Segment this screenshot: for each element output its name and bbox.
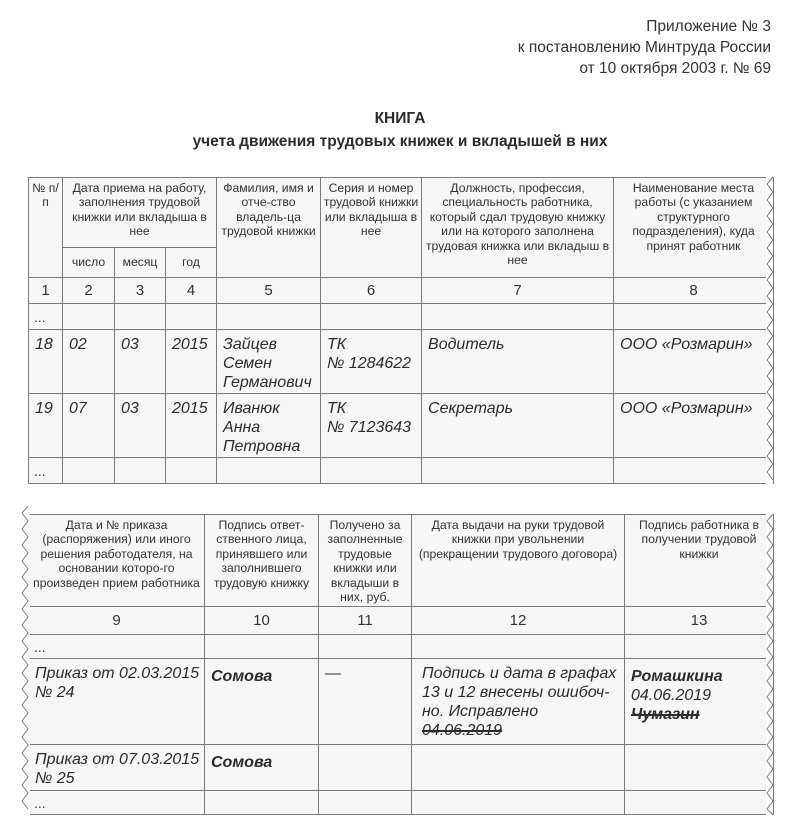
row-month: 03 <box>115 394 166 458</box>
col-number: 12 <box>412 607 625 635</box>
employee-signature-name: Ромашкина <box>631 668 723 685</box>
row-day: 07 <box>63 394 115 458</box>
row-year: 2015 <box>166 330 217 394</box>
header-day: число <box>63 248 115 278</box>
torn-edge-right <box>766 513 780 817</box>
row-series-number: ТК № 7123643 <box>321 394 422 458</box>
row-num: 19 <box>29 394 63 458</box>
torn-edge-left <box>20 505 30 817</box>
table-row <box>29 745 774 791</box>
row-workplace: ООО «Розмарин» <box>614 330 774 394</box>
row-num: 18 <box>29 330 63 394</box>
journal-table-2 <box>28 514 774 815</box>
ellipsis-cell: ... <box>29 458 63 484</box>
col-number: 9 <box>29 607 205 635</box>
header-order: Дата и № приказа (распоряжения) или иного решения работодателя, на основании которо-го произведен прием работника <box>29 515 205 607</box>
col-number: 11 <box>319 607 412 635</box>
row-employee-signature <box>625 659 774 745</box>
header-workplace: Наименование места работы (с указанием структурного подразделения), куда принят работник <box>614 178 774 278</box>
book-title: КНИГА <box>374 110 426 127</box>
header-month: месяц <box>115 248 166 278</box>
row-workplace: ООО «Розмарин» <box>614 394 774 458</box>
header-issue-date: Дата выдачи на руки трудовой книжки при увольнении (прекращении трудового договора) <box>412 515 625 607</box>
header-hire-date: Дата приема на работу, заполнения трудовой книжки или вкладыша в нее <box>63 178 217 248</box>
ellipsis-cell: ... <box>29 635 205 659</box>
struck-signature: Чумазин <box>631 706 700 723</box>
ellipsis-cell: ... <box>29 791 205 815</box>
col-number: 8 <box>614 278 774 304</box>
ellipsis-cell: ... <box>29 304 63 330</box>
col-number: 2 <box>63 278 115 304</box>
col-number: 10 <box>205 607 319 635</box>
appendix-line-1: Приложение № 3 <box>646 18 771 35</box>
row-responsible-signature: Сомова <box>205 659 319 745</box>
row-owner-name: Иванюк Анна Петровна <box>217 394 321 458</box>
header-owner-name: Фамилия, имя и отче-ство владель-ца трудовой книжки <box>217 178 321 278</box>
journal-table-1 <box>28 177 774 484</box>
row-month: 03 <box>115 330 166 394</box>
row-day: 02 <box>63 330 115 394</box>
appendix-header <box>518 16 771 79</box>
header-received-payment: Получено за заполненные трудовые книжки или вкладыши в них, руб. <box>319 515 412 607</box>
employee-signature-date: 04.06.2019 <box>631 687 712 704</box>
row-year: 2015 <box>166 394 217 458</box>
appendix-line-2: к постановлению Минтруда России <box>517 39 771 56</box>
header-responsible-signature: Подпись ответ-ственного лица, принявшего или заполнившего трудовую книжку <box>205 515 319 607</box>
struck-date: 04.06.2019 <box>422 722 503 739</box>
header-employee-signature: Подпись работника в получении трудовой книжки <box>625 515 774 607</box>
col-number: 1 <box>29 278 63 304</box>
header-year: год <box>166 248 217 278</box>
row-issue-date: Подпись и дата в графах 13 и 12 внесены ошибоч- но. Исправлено 04.06.2019 <box>412 659 625 745</box>
row-series-number: ТК № 1284622 <box>321 330 422 394</box>
row-order: Приказ от 07.03.2015 № 25 <box>29 745 205 791</box>
table-row <box>29 394 774 458</box>
col-number: 7 <box>422 278 614 304</box>
col-number: 6 <box>321 278 422 304</box>
col-number: 5 <box>217 278 321 304</box>
appendix-line-3: от 10 октября 2003 г. № 69 <box>579 60 771 77</box>
row-responsible-signature: Сомова <box>205 745 319 791</box>
col-number: 13 <box>625 607 774 635</box>
table-row <box>29 330 774 394</box>
header-position: Должность, профессия, специальность работника, который сдал трудовую книжку или на которого заполнена трудовая книжка или вкладыш в нее <box>422 178 614 278</box>
header-series-number: Серия и номер трудовой книжки или вкладыша в нее <box>321 178 422 278</box>
torn-edge-right <box>766 176 780 484</box>
col-number: 3 <box>115 278 166 304</box>
book-subtitle: учета движения трудовых книжек и вкладышей в них <box>192 133 608 150</box>
table-row <box>29 659 774 745</box>
row-owner-name: Зайцев Семен Германович <box>217 330 321 394</box>
row-position: Водитель <box>422 330 614 394</box>
row-position: Секретарь <box>422 394 614 458</box>
row-order: Приказ от 02.03.2015 № 24 <box>29 659 205 745</box>
col-number: 4 <box>166 278 217 304</box>
row-received-payment: — <box>319 659 412 745</box>
header-num: № п/п <box>29 178 63 278</box>
